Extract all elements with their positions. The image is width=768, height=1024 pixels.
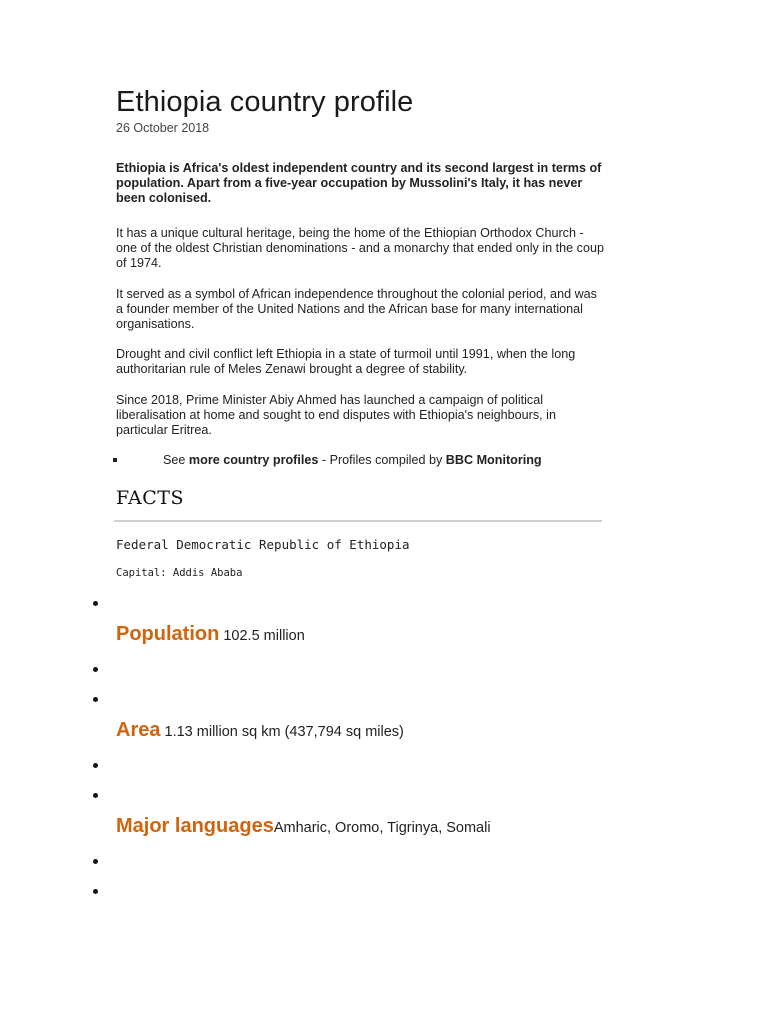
- see-also-text: [163, 453, 542, 467]
- fact-value: Amharic, Oromo, Tigrinya, Somali: [273, 820, 491, 836]
- square-bullet-icon: [113, 458, 117, 462]
- fact-value: 102.5 million: [219, 628, 305, 644]
- bbc-monitoring-link[interactable]: BBC Monitoring: [445, 453, 542, 467]
- bullet-dot-icon: [93, 697, 98, 702]
- bullet-dot-icon: [93, 859, 98, 864]
- fact-area: [116, 719, 404, 742]
- bullet-dot-icon: [93, 667, 98, 672]
- fact-population: [116, 623, 305, 646]
- official-name: Federal Democratic Republic of Ethiopia: [116, 537, 410, 552]
- fact-label: Population: [116, 623, 220, 645]
- lead-paragraph: Ethiopia is Africa's oldest independent country and its second largest in terms of population. Apart from a five-year occupation by Mussolini's Italy, it has never been colonised.: [116, 161, 602, 205]
- see-prefix: See: [163, 453, 189, 467]
- fact-label: Major languages: [116, 815, 274, 837]
- fact-major-languages: [116, 815, 491, 838]
- facts-heading: FACTS: [116, 487, 184, 509]
- more-country-profiles-link[interactable]: more country profiles: [188, 453, 319, 467]
- capital: Capital: Addis Ababa: [116, 567, 243, 579]
- facts-divider: [114, 520, 602, 522]
- body-paragraph-4: Since 2018, Prime Minister Abiy Ahmed has launched a campaign of political liberalisation at home and sought to end disputes with Ethiopia's neighbours, in particular Eritrea.: [116, 393, 556, 437]
- bullet-dot-icon: [93, 763, 98, 768]
- body-paragraph-2: It served as a symbol of African independence throughout the colonial period, and was a founder member of the United Nations and the African base for many international organisations.: [116, 287, 597, 331]
- fact-value: 1.13 million sq km (437,794 sq miles): [160, 724, 404, 740]
- publish-date: 26 October 2018: [116, 121, 210, 135]
- bullet-dot-icon: [93, 889, 98, 894]
- bullet-dot-icon: [93, 601, 98, 606]
- see-middle: - Profiles compiled by: [318, 453, 446, 467]
- bullet-dot-icon: [93, 793, 98, 798]
- page-title: Ethiopia country profile: [116, 86, 414, 118]
- body-paragraph-1: It has a unique cultural heritage, being the home of the Ethiopian Orthodox Church - one of the oldest Christian denominations - and a monarchy that ended only in the coup of 1974.: [116, 226, 604, 270]
- fact-label: Area: [116, 719, 161, 741]
- body-paragraph-3: Drought and civil conflict left Ethiopia in a state of turmoil until 1991, when the long authoritarian rule of Meles Zenawi brought a degree of stability.: [116, 347, 576, 376]
